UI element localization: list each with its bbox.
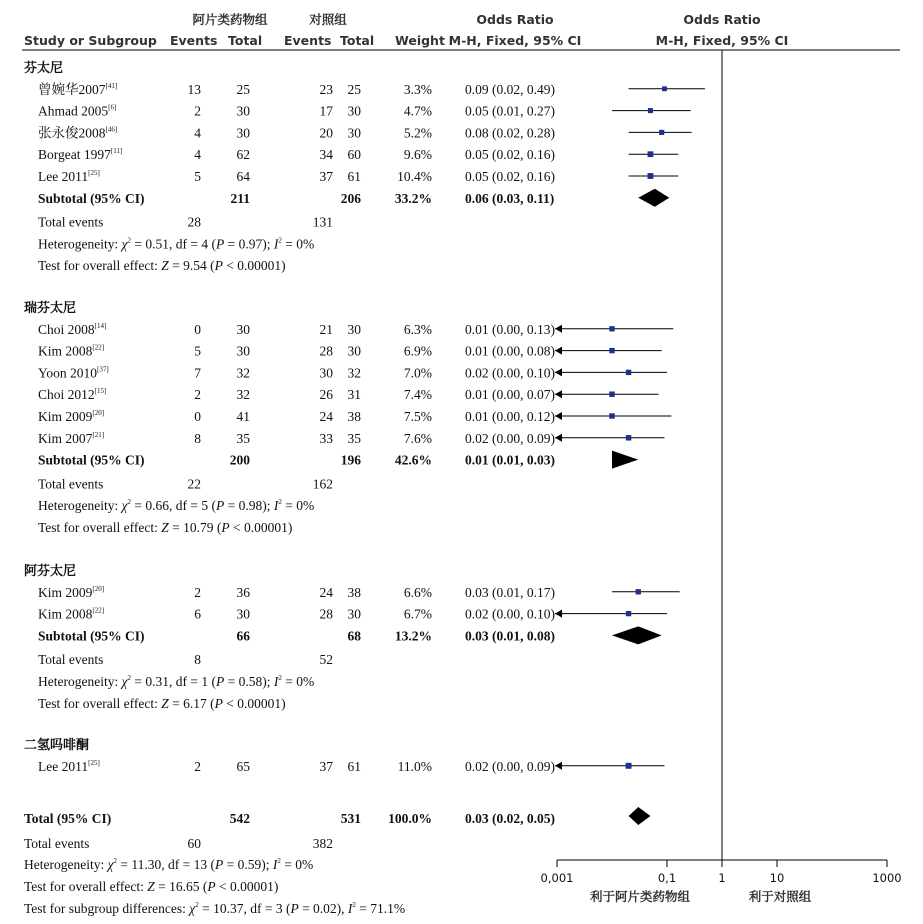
subtotal-2-diamond: [612, 626, 662, 644]
header-or: Odds Ratio: [476, 12, 554, 27]
study-1-events-1: 2: [194, 103, 201, 119]
total-n1: 542: [229, 811, 250, 826]
study-12-name: Kim 2008[22]: [38, 606, 105, 622]
study-3-ci-text: 0.05 (0.02, 0.16): [465, 147, 555, 163]
study-3-name: Borgeat 1997[11]: [38, 147, 123, 163]
study-0-total-1: 25: [236, 81, 250, 97]
study-13-weight: 11.0%: [397, 758, 432, 774]
study-13-events-2: 37: [319, 758, 333, 774]
study-3-point: [648, 151, 654, 157]
header-group2: 对照组: [309, 12, 347, 27]
study-11-ci-text: 0.03 (0.01, 0.17): [465, 584, 555, 600]
subgroup-0-heterogeneity: Heterogeneity: $\chi^2 = 0.51$, df = 4 (P = 0.97); $I^2 = 0\%$: [38, 236, 315, 252]
favours-right: 利于对照组: [748, 889, 812, 904]
study-11-point: [636, 589, 641, 594]
study-12-events-2: 28: [319, 606, 333, 622]
subtotal-0-total-1: 211: [230, 190, 250, 206]
study-2-events-1: 4: [194, 125, 201, 141]
study-13-total-1: 65: [236, 758, 250, 774]
study-5-events-1: 0: [194, 321, 201, 337]
subtotal-0-total-2: 206: [340, 190, 361, 206]
study-9-total-2: 38: [347, 409, 361, 424]
study-4-weight: 10.4%: [397, 169, 432, 184]
study-13-events-1: 2: [194, 758, 201, 774]
study-8-ci-text: 0.01 (0.00, 0.07): [465, 387, 555, 403]
study-9-total-1: 41: [236, 409, 250, 424]
study-2-total-2: 30: [347, 125, 361, 141]
subtotal-2-total-2: 68: [347, 628, 361, 644]
study-12-total-1: 30: [236, 606, 250, 622]
study-0-ci-text: 0.09 (0.02, 0.49): [465, 81, 555, 97]
study-9-ci-arrow: [555, 412, 562, 420]
study-10-total-1: 35: [236, 430, 250, 446]
subgroup-0-title: 芬太尼: [24, 61, 64, 76]
study-10-name: Kim 2007[21]: [38, 430, 105, 446]
study-5-ci-arrow: [555, 325, 562, 333]
x-tick-label-3: 10: [769, 871, 785, 885]
subgroup-2-heterogeneity: Heterogeneity: $\chi^2 = 0.31$, df = 1 (P = 0.58); $I^2 = 0\%$: [38, 674, 315, 689]
study-7-total-2: 32: [347, 365, 361, 381]
study-6-weight: 6.9%: [403, 343, 432, 359]
subtotal-0-weight: 33.2%: [394, 190, 432, 206]
study-2-name: 张永俊2008[46]: [38, 125, 118, 141]
study-0-weight: 3.3%: [403, 81, 432, 97]
header-total-2: Total: [340, 33, 375, 48]
total-events-label: Total events: [24, 836, 90, 851]
study-6-events-1: 5: [194, 343, 201, 359]
study-11-name: Kim 2009[20]: [38, 584, 105, 600]
subgroup-2-events-2: 52: [319, 652, 333, 668]
subtotal-1-ci-text: 0.01 (0.01, 0.03): [465, 452, 555, 468]
total-overall: Test for overall effect: Z = 16.65 (P < 0.00001): [24, 879, 279, 894]
study-13-total-2: 61: [347, 758, 361, 774]
study-7-point: [626, 370, 631, 375]
study-12-ci-text: 0.02 (0.00, 0.10): [465, 606, 555, 622]
study-2-ci-text: 0.08 (0.02, 0.28): [465, 125, 555, 141]
study-1-name: Ahmad 2005[6]: [38, 103, 117, 119]
study-6-name: Kim 2008[22]: [38, 343, 105, 359]
study-9-weight: 7.5%: [403, 409, 432, 424]
subgroup-1-events-2: 162: [312, 476, 333, 492]
study-7-name: Yoon 2010[37]: [38, 365, 109, 381]
study-1-events-2: 17: [319, 103, 333, 119]
study-4-events-2: 37: [319, 169, 333, 184]
study-3-events-1: 4: [194, 147, 201, 163]
study-7-weight: 7.0%: [403, 365, 432, 381]
study-10-ci-arrow: [555, 434, 562, 442]
study-11-events-1: 2: [194, 584, 201, 600]
study-10-total-2: 35: [347, 430, 361, 446]
subtotal-1-label: Subtotal (95% CI): [38, 452, 145, 468]
header-events-2: Events: [284, 33, 332, 48]
study-2-weight: 5.2%: [403, 125, 432, 141]
study-5-name: Choi 2008[14]: [38, 321, 107, 337]
subgroup-1-events-1: 22: [187, 476, 201, 492]
study-2-point: [659, 130, 664, 135]
study-3-weight: 9.6%: [403, 147, 432, 163]
x-tick-label-1: 0,1: [657, 871, 677, 885]
study-12-total-2: 30: [347, 606, 361, 622]
study-11-total-1: 36: [236, 584, 250, 600]
study-8-total-2: 31: [347, 387, 361, 403]
study-8-events-2: 26: [319, 387, 333, 403]
study-3-total-2: 60: [347, 147, 361, 163]
study-13-name: Lee 2011[25]: [38, 758, 100, 774]
study-8-events-1: 2: [194, 387, 201, 403]
study-7-events-1: 7: [194, 365, 201, 381]
header-weight: Weight: [395, 33, 445, 48]
study-13-point: [626, 763, 632, 769]
study-6-events-2: 28: [319, 343, 333, 359]
total-events-2: 382: [312, 836, 333, 851]
study-5-weight: 6.3%: [403, 321, 432, 337]
study-12-ci-arrow: [555, 610, 562, 618]
subgroup-1-events-label: Total events: [38, 476, 104, 492]
study-1-weight: 4.7%: [403, 103, 432, 119]
x-tick-label-4: 1000: [872, 871, 902, 885]
study-0-events-2: 23: [319, 81, 333, 97]
subtotal-1-weight: 42.6%: [394, 452, 432, 468]
header-total-1: Total: [228, 33, 263, 48]
subtotal-2-weight: 13.2%: [394, 628, 432, 644]
total-ci-text: 0.03 (0.02, 0.05): [465, 811, 555, 826]
total-weight: 100.0%: [388, 811, 432, 826]
study-6-ci-text: 0.01 (0.00, 0.08): [465, 343, 555, 359]
x-tick-label-2: 1: [718, 871, 726, 885]
subgroup-2-events-1: 8: [194, 652, 201, 668]
subgroup-2-title: 阿芬太尼: [24, 564, 77, 579]
study-8-point: [609, 391, 614, 396]
study-5-ci-text: 0.01 (0.00, 0.13): [465, 321, 555, 337]
subgroup-2-events-label: Total events: [38, 652, 104, 668]
subtotal-1-total-2: 196: [340, 452, 361, 468]
total-events-1: 60: [187, 836, 201, 851]
study-8-weight: 7.4%: [403, 387, 432, 403]
study-9-point: [609, 413, 614, 418]
study-5-total-1: 30: [236, 321, 250, 337]
study-4-point: [648, 173, 654, 179]
subgroup-0-events-1: 28: [187, 214, 201, 230]
study-10-ci-text: 0.02 (0.00, 0.09): [465, 430, 555, 446]
study-9-events-2: 24: [319, 409, 333, 424]
subtotal-0-diamond: [638, 189, 669, 207]
study-7-events-2: 30: [319, 365, 333, 381]
study-1-total-1: 30: [236, 103, 250, 119]
study-10-events-1: 8: [194, 430, 201, 446]
total-n2: 531: [340, 811, 361, 826]
study-1-ci-text: 0.05 (0.01, 0.27): [465, 103, 555, 119]
study-0-point: [662, 86, 667, 91]
study-0-name: 曾婉华2007[41]: [38, 81, 118, 97]
study-0-total-2: 25: [347, 81, 361, 97]
subgroup-1-title: 瑞芬太尼: [24, 301, 77, 316]
header-group1: 阿片类药物组: [192, 12, 268, 27]
study-12-point: [626, 611, 631, 616]
subgroup-2-overall: Test for overall effect: Z = 6.17 (P < 0.00001): [38, 695, 286, 711]
subgroup-differences: Test for subgroup differences: $\chi^2 = 10.37$, df = 3 (P = 0.02), $I^2 = 71.1\%$: [24, 901, 406, 916]
header-plot-title: Odds Ratio: [683, 12, 761, 27]
subtotal-2-label: Subtotal (95% CI): [38, 628, 145, 644]
study-6-total-1: 30: [236, 343, 250, 359]
study-5-events-2: 21: [319, 321, 333, 337]
subtotal-0-label: Subtotal (95% CI): [38, 190, 145, 206]
study-7-ci-text: 0.02 (0.00, 0.10): [465, 365, 555, 381]
study-10-point: [626, 435, 631, 440]
study-9-events-1: 0: [194, 409, 201, 424]
total-label: Total (95% CI): [24, 811, 112, 826]
study-11-weight: 6.6%: [403, 584, 432, 600]
subgroup-0-events-2: 131: [312, 214, 333, 230]
study-10-weight: 7.6%: [403, 430, 432, 446]
study-7-ci-arrow: [555, 368, 562, 376]
subtotal-2-ci-text: 0.03 (0.01, 0.08): [465, 628, 555, 644]
total-heterogeneity: Heterogeneity: $\chi^2 = 11.30$, df = 13 (P = 0.59); $I^2 = 0\%$: [24, 857, 314, 872]
study-9-ci-text: 0.01 (0.00, 0.12): [465, 409, 555, 424]
study-2-events-2: 20: [319, 125, 333, 141]
study-11-total-2: 38: [347, 584, 361, 600]
study-4-total-2: 61: [347, 169, 361, 184]
study-11-events-2: 24: [319, 584, 333, 600]
study-5-point: [609, 326, 614, 331]
header-study: Study or Subgroup: [24, 33, 157, 48]
subgroup-1-overall: Test for overall effect: Z = 10.79 (P < 0.00001): [38, 520, 293, 535]
subgroup-1-heterogeneity: Heterogeneity: $\chi^2 = 0.66$, df = 5 (P = 0.98); $I^2 = 0\%$: [38, 498, 315, 514]
x-tick-label-0: 0,001: [540, 871, 574, 885]
total-diamond: [629, 807, 651, 825]
study-1-total-2: 30: [347, 103, 361, 119]
study-0-events-1: 13: [187, 81, 201, 97]
subtotal-1-diamond: [612, 451, 638, 469]
study-13-ci-arrow: [555, 762, 562, 770]
study-12-events-1: 6: [194, 606, 201, 622]
study-6-ci-arrow: [555, 347, 562, 355]
subgroup-0-events-label: Total events: [38, 214, 104, 230]
subgroup-3-title: 二氢吗啡酮: [24, 738, 90, 753]
study-4-total-1: 64: [236, 169, 250, 184]
study-6-point: [609, 348, 614, 353]
study-4-ci-text: 0.05 (0.02, 0.16): [465, 169, 555, 184]
study-1-point: [648, 108, 653, 113]
subtotal-1-total-1: 200: [229, 452, 250, 468]
study-5-total-2: 30: [347, 321, 361, 337]
study-10-events-2: 33: [319, 430, 333, 446]
subtotal-0-ci-text: 0.06 (0.03, 0.11): [465, 190, 555, 206]
header-plot-method: M-H, Fixed, 95% CI: [655, 33, 789, 48]
subgroup-0-overall: Test for overall effect: Z = 9.54 (P < 0.00001): [38, 258, 286, 274]
study-8-ci-arrow: [555, 390, 562, 398]
study-2-total-1: 30: [236, 125, 250, 141]
study-8-total-1: 32: [236, 387, 250, 403]
study-7-total-1: 32: [236, 365, 250, 381]
favours-left: 利于阿片类药物组: [589, 889, 691, 904]
study-4-name: Lee 2011[25]: [38, 169, 100, 184]
study-9-name: Kim 2009[20]: [38, 409, 105, 424]
study-12-weight: 6.7%: [403, 606, 432, 622]
study-3-total-1: 62: [236, 147, 250, 163]
study-13-ci-text: 0.02 (0.00, 0.09): [465, 758, 555, 774]
study-4-events-1: 5: [194, 169, 201, 184]
study-3-events-2: 34: [319, 147, 333, 163]
study-6-total-2: 30: [347, 343, 361, 359]
subtotal-2-total-1: 66: [236, 628, 250, 644]
header-events-1: Events: [170, 33, 218, 48]
study-8-name: Choi 2012[15]: [38, 387, 107, 403]
header-or-method: M-H, Fixed, 95% CI: [448, 33, 582, 48]
